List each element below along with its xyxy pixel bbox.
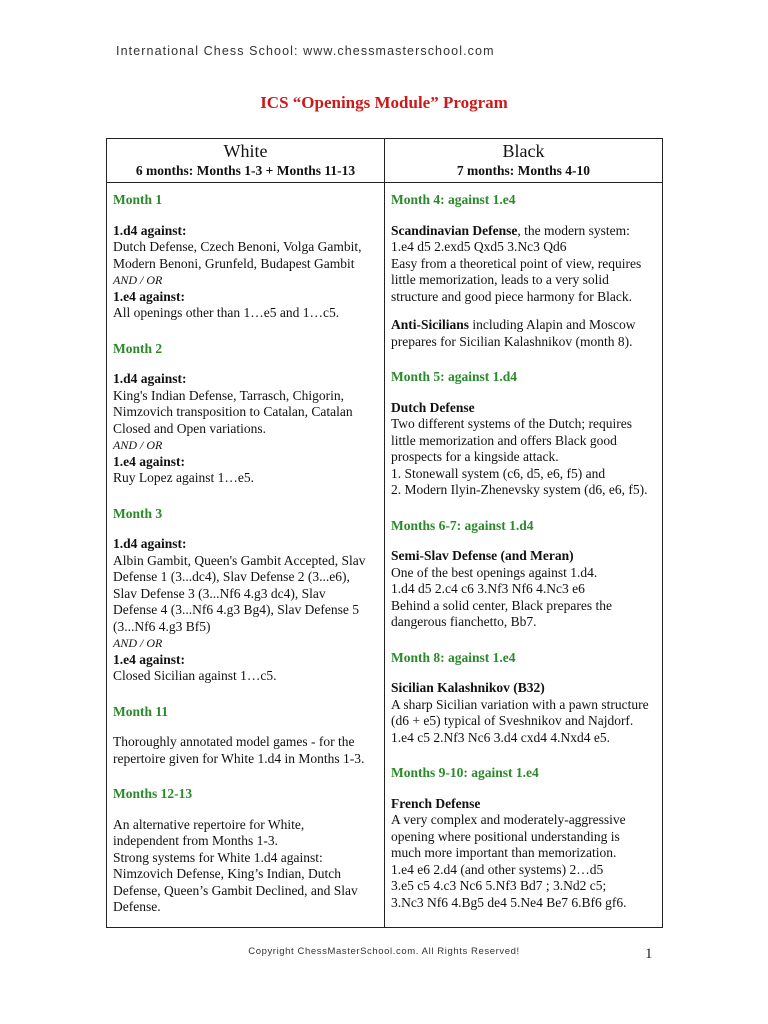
white-section [113,506,379,685]
section-title: Month 5: against 1.d4 [391,369,518,384]
page-footer: Copyright ChessMasterSchool.com. All Rights Reserved! [248,946,520,957]
section-line [391,845,657,862]
section-paragraph [391,796,657,912]
section-line [391,334,657,351]
section-line [391,895,657,912]
section-line: Thoroughly annotated model games - for the [113,734,355,749]
text-run: 3.Nc3 Nf6 4.Bg5 de4 5.Ne4 Be7 6.Bf6 gf6. [391,894,627,910]
section-paragraph [391,548,657,631]
section-line [391,796,657,813]
section-line [391,416,657,433]
text-run: 1.e4 d5 2.exd5 Qxd5 3.Nc3 Qd6 [391,239,567,254]
section-line: Nimzovich Defense, King’s Indian, Dutch [113,866,341,881]
section-line [391,223,657,240]
white-column [113,192,379,935]
section-line [391,581,657,598]
text-run: 2. Modern Ilyin-Zhenevsky system (d6, e6, f5). [391,482,648,497]
black-section [391,518,657,631]
section-title: Months 6-7: against 1.d4 [391,517,534,533]
section-line: King's Indian Defense, Tarrasch, Chigorin, [113,387,345,403]
section-title: Month 2 [113,340,163,356]
text-run: Semi-Slav Defense (and Meran) [391,548,574,563]
section-line [391,289,657,306]
white-column-header [107,140,384,180]
black-section [391,369,657,499]
text-run: French Defense [391,795,481,811]
section-line: Defense 4 (3...Nf6 4.g3 Bg4), Slav Defense 5 [113,602,359,617]
text-run: little memorization and offers Black good [391,432,617,448]
text-run: One of the best openings against 1.d4. [391,564,598,580]
text-run: Two different systems of the Dutch; requires [391,416,632,431]
page-header: International Chess School: www.chessmasterschool.com [116,44,495,58]
text-run: , the modern system: [517,222,630,238]
black-heading: Black [502,141,545,161]
page-number: 1 [645,946,653,962]
section-line [391,697,657,714]
section-line [391,272,657,289]
section-paragraph [391,400,657,499]
text-run: 3.e5 c5 4.c3 Nc6 5.Nf3 Bd7 ; 3.Nd2 c5; [391,878,607,893]
black-section [391,650,657,747]
black-section [391,765,657,911]
text-run: little memorization, leads to a very solid [391,272,609,287]
section-line: Slav Defense 3 (3...Nf6 4.g3 dc4), Slav [113,585,326,601]
text-run: much more important than memorization. [391,845,617,860]
section-line: Dutch Defense, Czech Benoni, Volga Gambit, [113,239,362,254]
section-line [391,482,657,499]
text-run: Easy from a theoretical point of view, requires [391,255,642,271]
white-section [113,786,379,916]
text-run: 1.e4 c5 2.Nf3 Nc6 3.d4 cxd4 4.Nxd4 e5. [391,729,610,745]
section-line [391,449,657,466]
section-line: 1.e4 against: [113,651,185,667]
section-line: 1.d4 against: [113,536,187,551]
text-run: opening where positional understanding is [391,828,620,844]
section-line [391,862,657,879]
section-paragraph [391,223,657,306]
text-run: including Alapin and Moscow [469,317,636,332]
section-line [391,730,657,747]
section-line [391,400,657,417]
section-title: Months 12-13 [113,786,193,801]
section-line: Defense. [113,899,161,914]
text-run: Behind a solid center, Black prepares the [391,597,613,613]
black-column [391,192,657,930]
section-line: Defense 1 (3...dc4), Slav Defense 2 (3...e6), [113,569,350,584]
section-line [391,548,657,565]
section-line: 1.e4 against: [113,453,185,469]
section-line [391,256,657,273]
section-line [391,829,657,846]
section-title: Month 8: against 1.e4 [391,649,516,665]
text-run: 1. Stonewall system (c6, d5, e6, f5) and [391,465,606,481]
text-run: 1.e4 e6 2.d4 (and other systems) 2…d5 [391,861,604,877]
section-line: Modern Benoni, Grunfeld, Budapest Gambit [113,255,355,271]
section-line [391,598,657,615]
section-line: An alternative repertoire for White, [113,816,305,832]
section-line [391,812,657,829]
section-line: Strong systems for White 1.d4 against: [113,849,323,865]
section-title: Month 11 [113,703,169,719]
section-line: Ruy Lopez against 1…e5. [113,470,254,485]
black-subtitle: 7 months: Months 4-10 [456,163,591,178]
section-line: AND / OR [113,273,163,287]
section-line: All openings other than 1…e5 and 1…c5. [113,305,340,320]
section-line: AND / OR [113,438,163,452]
section-line: Albin Gambit, Queen's Gambit Accepted, Slav [113,552,366,568]
section-line: independent from Months 1-3. [113,833,278,848]
text-run: A sharp Sicilian variation with a pawn structure [391,696,649,712]
section-line: (3...Nf6 4.g3 Bf5) [113,618,211,634]
section-line: Defense, Queen’s Gambit Declined, and Slav [113,882,358,898]
section-title: Month 3 [113,505,163,521]
section-line [391,713,657,730]
white-section [113,192,379,322]
section-title: Months 9-10: against 1.e4 [391,765,539,780]
text-run: prepares for Sicilian Kalashnikov (month 8). [391,333,633,349]
text-run: Sicilian Kalashnikov (B32) [391,680,545,695]
section-line: repertoire given for White 1.d4 in Months 1-3. [113,750,365,766]
section-line [391,466,657,483]
section-line: Closed Sicilian against 1…c5. [113,668,277,683]
section-line: 1.d4 against: [113,222,187,238]
section-line [391,565,657,582]
text-run: dangerous fianchetto, Bb7. [391,614,537,629]
text-run: prospects for a kingside attack. [391,449,559,464]
section-line [391,433,657,450]
section-line [391,614,657,631]
black-section [391,192,657,350]
section-line: Closed and Open variations. [113,420,266,436]
black-column-header [385,140,662,180]
section-line: AND / OR [113,636,163,650]
text-run: A very complex and moderately-aggressive [391,812,626,827]
text-run: Anti-Sicilians [391,317,470,332]
text-run: Scandinavian Defense [391,222,518,238]
section-line [391,878,657,895]
section-paragraph [391,680,657,746]
text-run: 1.d4 d5 2.c4 c6 3.Nf3 Nf6 4.Nc3 e6 [391,581,585,596]
section-title: Month 1 [113,192,163,207]
column-divider [384,138,385,928]
text-run: (d6 + e5) typical of Sveshnikov and Najdorf. [391,713,634,728]
header-divider [106,182,663,183]
section-line: Nimzovich transposition to Catalan, Catalan [113,404,353,419]
section-line: 1.e4 against: [113,288,185,304]
text-run: Dutch Defense [391,399,475,415]
page-title: ICS “Openings Module” Program [260,93,508,112]
section-line [391,317,657,334]
white-subtitle: 6 months: Months 1-3 + Months 11-13 [135,163,356,178]
white-section [113,704,379,768]
section-line: 1.d4 against: [113,371,187,386]
section-line [391,680,657,697]
section-title: Month 4: against 1.e4 [391,192,516,207]
section-paragraph [391,317,657,350]
section-line [391,239,657,256]
white-heading: White [223,141,268,161]
text-run: structure and good piece harmony for Black. [391,288,633,304]
white-section [113,341,379,487]
